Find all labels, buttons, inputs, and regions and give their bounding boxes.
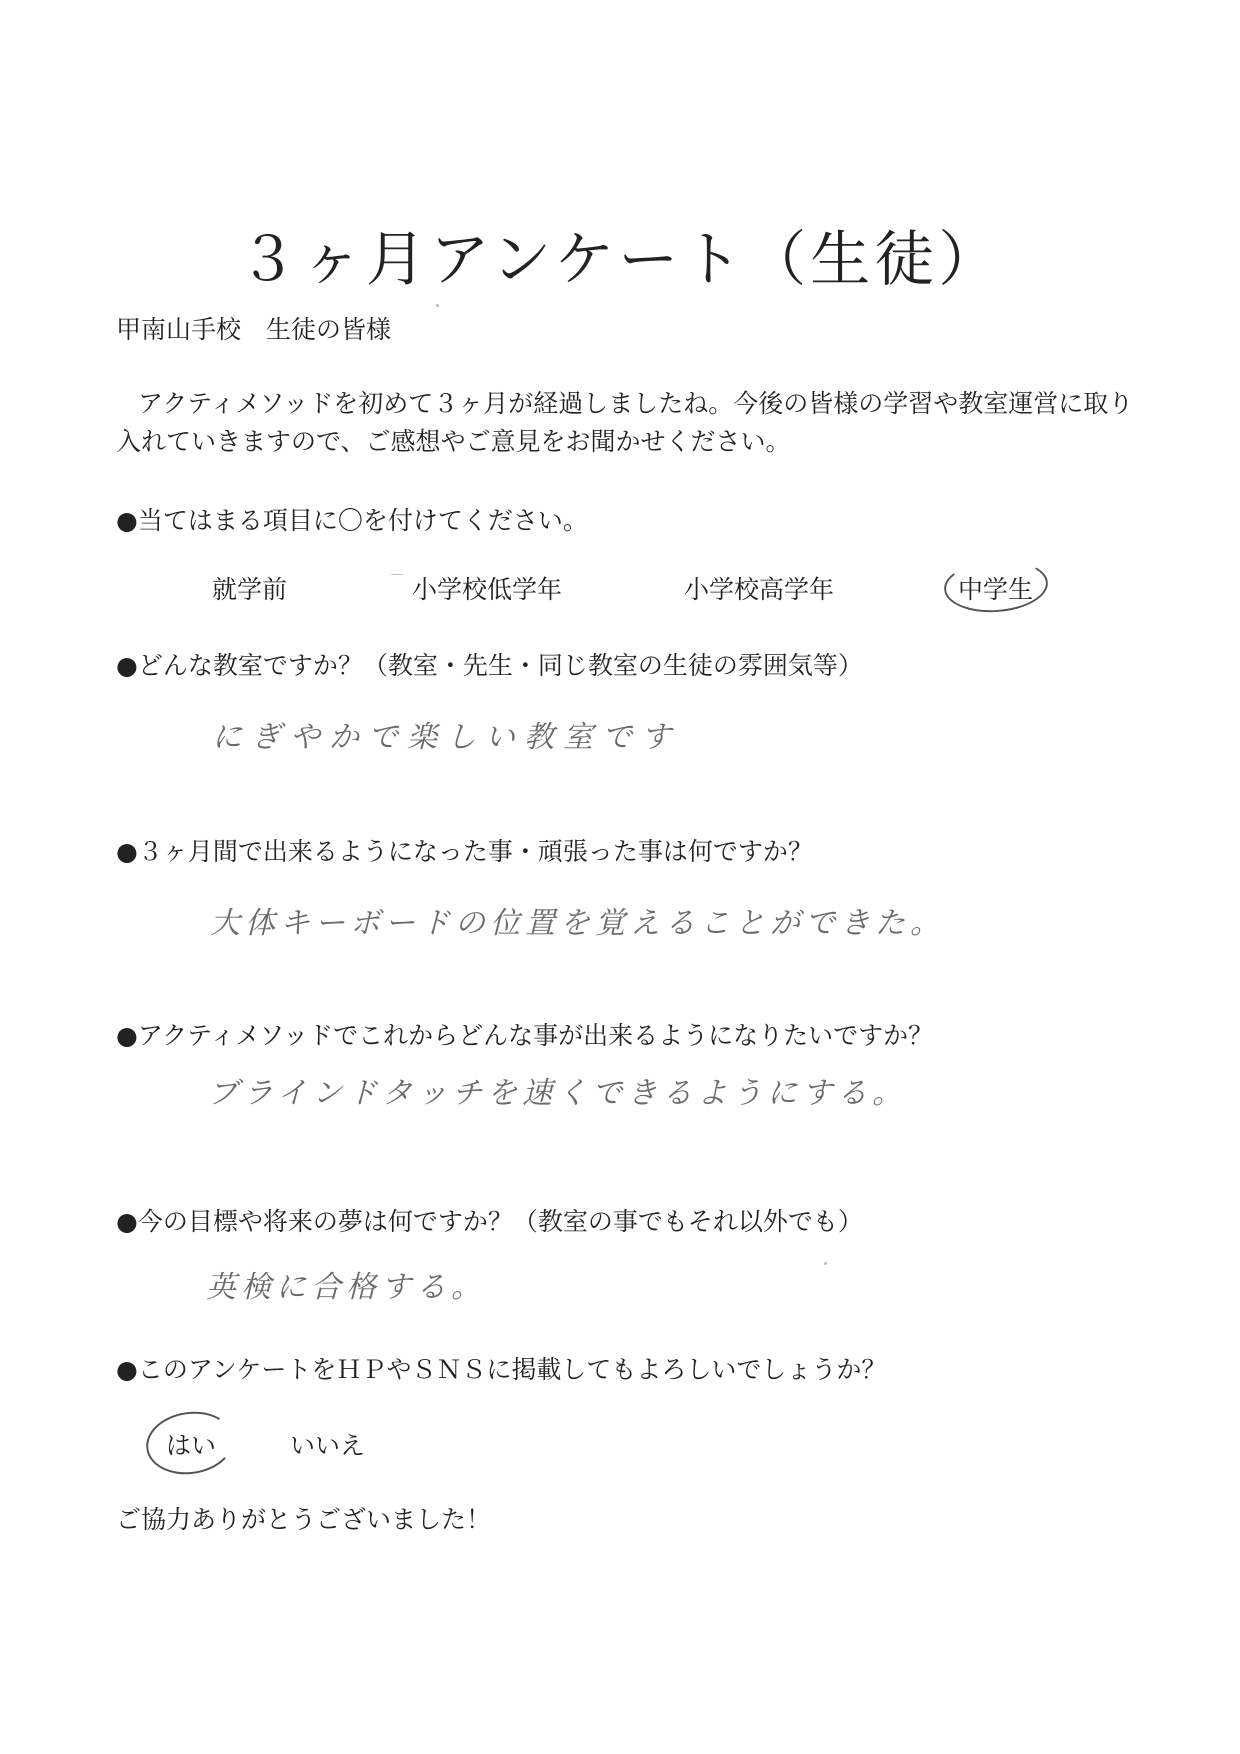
consent-option-no[interactable]: いいえ: [290, 1431, 366, 1460]
grade-selection-circle: [942, 556, 1049, 615]
scan-speck: [824, 1262, 827, 1265]
answer-4[interactable]: 英検に合格する。: [206, 1270, 486, 1305]
grade-question: ●当てはまる項目に〇を付けてください。: [116, 506, 588, 535]
grade-option-preschool[interactable]: 就学前: [212, 575, 288, 604]
intro-line-1: アクティメソッドを初めて３ヶ月が経過しましたね。今後の皆様の学習や教室運営に取り: [138, 389, 1134, 418]
answer-2[interactable]: 大体キーボードの位置を覚えることができた。: [210, 906, 945, 941]
question-3: ●アクティメソッドでこれからどんな事が出来るようになりたいですか？: [116, 1021, 934, 1050]
scan-speck: [436, 304, 439, 307]
addressee: 甲南山手校 生徒の皆様: [116, 315, 392, 344]
closing-message: ご協力ありがとうございました！: [116, 1505, 492, 1534]
question-2: ●３ヶ月間で出来るようになった事・頑張った事は何ですか？: [116, 837, 813, 866]
question-4: ●今の目標や将来の夢は何ですか？（教室の事でもそれ以外でも）: [116, 1207, 863, 1236]
consent-option-yes[interactable]: はい: [166, 1431, 217, 1460]
intro-line-2: 入れていきますので、ご感想やご意見をお聞かせください。: [116, 427, 791, 456]
answer-3[interactable]: ブラインドタッチを速くできるようにする。: [208, 1076, 908, 1111]
answer-1[interactable]: にぎやかで楽しい教室です: [212, 720, 680, 755]
grade-option-lower-elementary[interactable]: 小学校低学年: [412, 575, 563, 604]
question-5: ●このアンケートをＨＰやＳＮＳに掲載してもよろしいでしょうか？: [116, 1355, 887, 1384]
grade-option-upper-elementary[interactable]: 小学校高学年: [684, 575, 835, 604]
consent-selection-circle: [142, 1406, 238, 1480]
scan-speck: [390, 574, 404, 575]
question-1: ●どんな教室ですか？（教室・先生・同じ教室の生徒の雰囲気等）: [116, 651, 863, 680]
grade-option-junior-high[interactable]: 中学生: [958, 575, 1034, 604]
page-title: ３ヶ月アンケート（生徒）: [237, 225, 1003, 295]
